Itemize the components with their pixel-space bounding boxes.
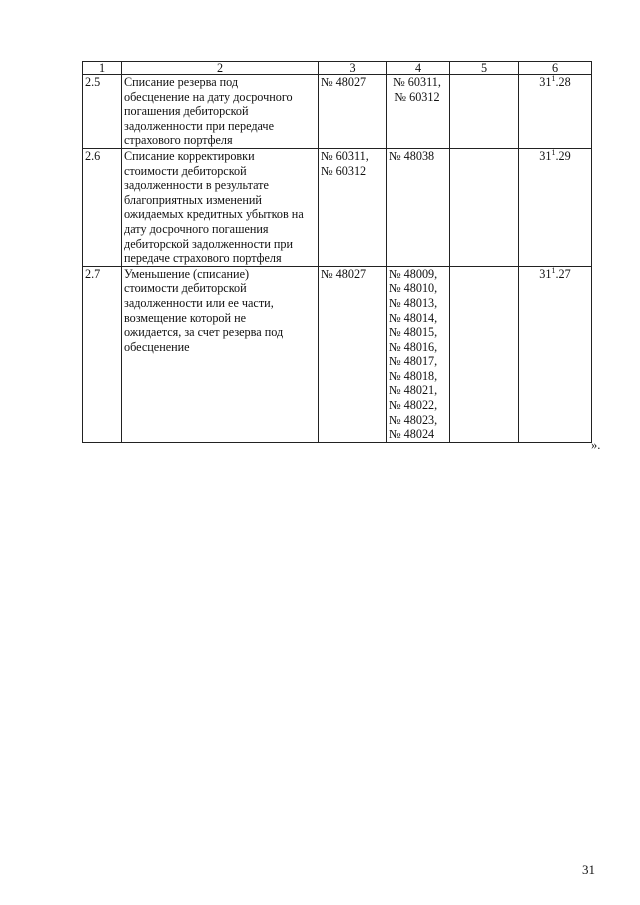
reference-base: 31	[539, 266, 552, 281]
reference-base: 31	[539, 75, 552, 89]
description-line: ожидаемых кредитных убытков на	[124, 207, 304, 222]
account-number: № 48018,	[389, 368, 438, 383]
description-line: стоимости дебиторской	[124, 163, 247, 178]
account-number: № 48027	[321, 75, 367, 89]
account-number: № 48022,	[389, 398, 438, 413]
description-line: обесценение	[124, 339, 190, 354]
accounts-table	[82, 61, 592, 443]
table-header-row	[83, 62, 592, 75]
debit-accounts	[319, 266, 387, 442]
column-header: 4	[387, 62, 450, 75]
row-number: 2.5	[83, 75, 122, 149]
account-number: № 60312	[321, 163, 367, 178]
account-number: № 48009,	[389, 266, 438, 281]
description-line: Списание резерва под	[124, 75, 239, 89]
account-number: № 48017,	[389, 354, 438, 369]
description-line: дебиторской задолженности при	[124, 236, 294, 251]
row-number: 2.6	[83, 148, 122, 266]
table-row	[83, 148, 592, 266]
description-line: задолженности при передаче	[124, 118, 274, 133]
column-header: 3	[319, 62, 387, 75]
reference-superscript: 1	[551, 147, 556, 157]
reference-tail: .27	[555, 266, 571, 281]
reference-tail: .29	[555, 148, 571, 163]
account-number: № 48038	[389, 148, 435, 163]
description-line: стоимости дебиторской	[124, 281, 247, 296]
column-5-cell	[450, 266, 519, 442]
description-line: возмещение которой не	[124, 310, 247, 325]
row-number: 2.7	[83, 266, 122, 442]
table-row	[83, 75, 592, 149]
column-5-cell	[450, 75, 519, 149]
credit-accounts	[387, 266, 450, 442]
account-number: № 48015,	[389, 325, 438, 340]
account-number: № 48016,	[389, 339, 438, 354]
row-description	[122, 75, 319, 149]
reference-cell	[519, 75, 592, 149]
description-line: задолженности или ее части,	[124, 295, 274, 310]
account-number: № 48021,	[389, 383, 438, 398]
debit-accounts	[319, 148, 387, 266]
reference-tail: .28	[555, 75, 571, 89]
account-number: № 60312	[394, 89, 440, 104]
reference-superscript: 1	[551, 74, 556, 83]
column-5-cell	[450, 148, 519, 266]
account-number: № 48024	[389, 427, 435, 442]
description-line: погашения дебиторской	[124, 104, 249, 119]
row-description	[122, 266, 319, 442]
reference-superscript: 1	[551, 265, 556, 275]
reference-cell	[519, 266, 592, 442]
column-header: 1	[83, 62, 122, 75]
reference-cell	[519, 148, 592, 266]
description-line: благоприятных изменений	[124, 192, 262, 207]
description-line: обесценение на дату досрочного	[124, 89, 293, 104]
closing-quote-mark: ».	[591, 438, 601, 452]
debit-accounts	[319, 75, 387, 149]
description-line: передаче страхового портфеля	[124, 251, 282, 266]
description-line: страхового портфеля	[124, 133, 233, 148]
row-description	[122, 148, 319, 266]
page-number: 31	[582, 862, 595, 877]
credit-accounts	[387, 148, 450, 266]
credit-accounts	[387, 75, 450, 149]
column-header: 6	[519, 62, 592, 75]
description-line: ожидается, за счет резерва под	[124, 325, 284, 340]
description-line: Уменьшение (списание)	[124, 266, 250, 281]
account-number: № 48014,	[389, 310, 438, 325]
account-number: № 48027	[321, 266, 367, 281]
description-line: Списание корректировки	[124, 148, 255, 163]
column-header: 2	[122, 62, 319, 75]
description-line: дату досрочного погашения	[124, 221, 269, 236]
table-row	[83, 266, 592, 442]
account-number: № 48013,	[389, 295, 438, 310]
description-line: задолженности в результате	[124, 178, 269, 193]
account-number: № 48010,	[389, 281, 438, 296]
column-header: 5	[450, 62, 519, 75]
account-number: № 60311,	[321, 148, 369, 163]
account-number: № 48023,	[389, 412, 438, 427]
reference-base: 31	[539, 148, 552, 163]
account-number: № 60311,	[393, 75, 441, 89]
